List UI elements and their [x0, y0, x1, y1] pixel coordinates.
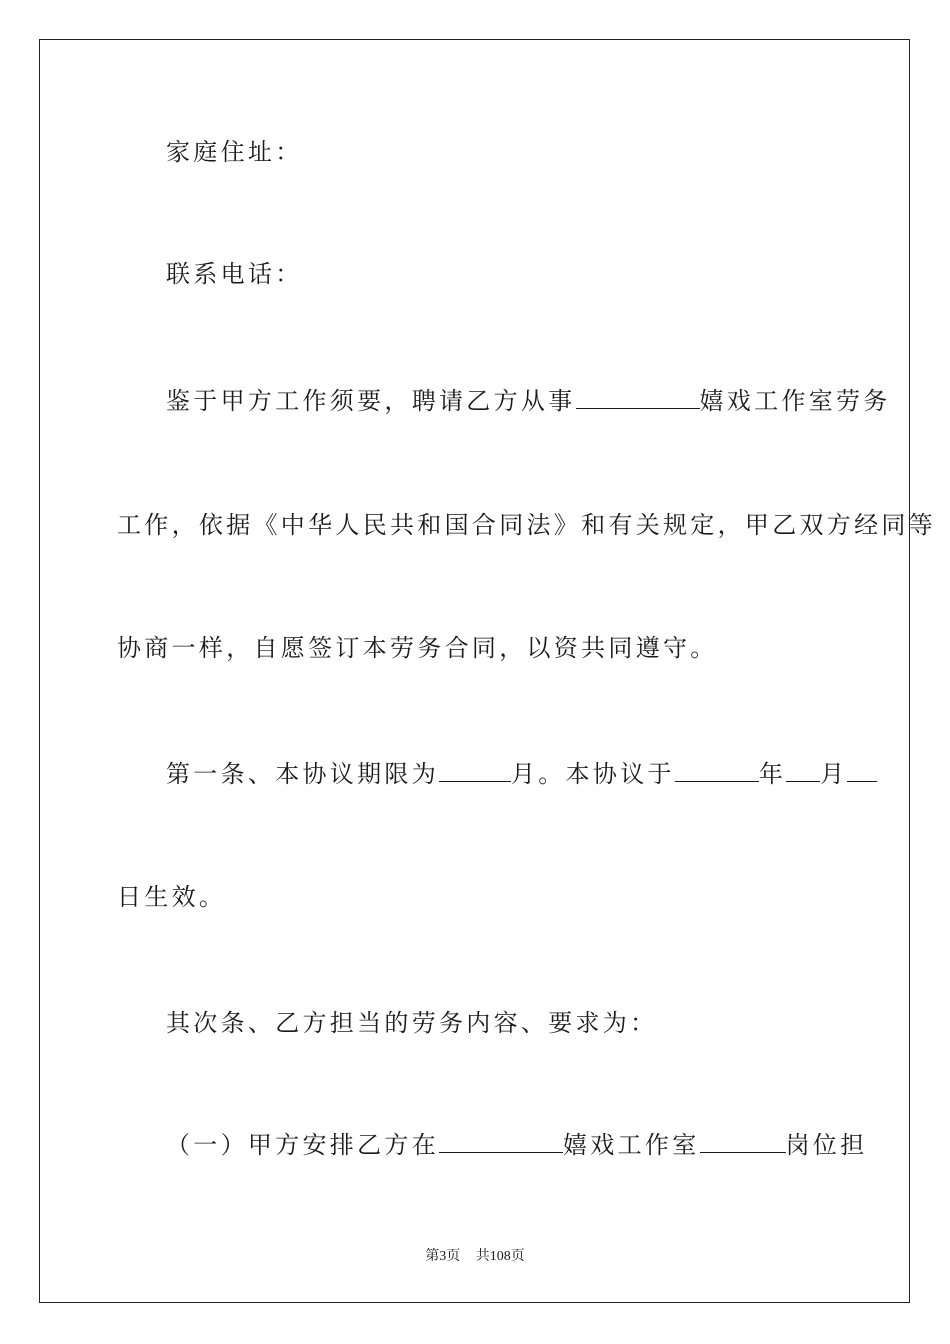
art1-text-c: 年 [758, 760, 787, 788]
item1-text-a: （一）甲方安排乙方在 [166, 1131, 439, 1159]
page-border [39, 39, 910, 1303]
para1-text-b: 嬉戏工作室劳务 [699, 387, 891, 415]
paragraph-1-line-2: 工作，依据《中华人民共和国合同法》和有关规定，甲乙双方经同等 [117, 511, 936, 539]
page-footer [0, 1247, 950, 1267]
address-label: 家庭住址： [166, 138, 303, 166]
article-2: 其次条、乙方担当的劳务内容、要求为： [166, 1009, 658, 1037]
art1-text-a: 第一条、本协议期限为 [166, 760, 439, 788]
location-blank [439, 1132, 563, 1153]
article-1-line-2: 日生效。 [117, 883, 227, 911]
paragraph-1-line-3: 协商一样，自愿签订本劳务合同，以资共同遵守。 [117, 634, 718, 662]
start-month-blank [786, 761, 820, 782]
page-number: 第3页 [425, 1249, 461, 1264]
article-1-line-1 [166, 759, 877, 789]
term-months-blank [439, 761, 511, 782]
item1-text-b: 嬉戏工作室 [563, 1131, 700, 1159]
page-total: 共108页 [475, 1249, 525, 1264]
start-day-blank [847, 761, 877, 782]
para1-text-a: 鉴于甲方工作须要，聘请乙方从事 [166, 387, 576, 415]
occupation-blank [576, 388, 700, 409]
start-year-blank [675, 761, 759, 782]
art1-text-b: 月。本协议于 [511, 760, 675, 788]
position-blank [700, 1132, 786, 1153]
phone-label: 联系电话： [166, 260, 303, 288]
item-1-line-1 [166, 1130, 867, 1160]
paragraph-1-line-1 [166, 386, 891, 416]
art1-text-d: 月 [820, 760, 848, 788]
item1-text-c: 岗位担 [785, 1131, 868, 1159]
